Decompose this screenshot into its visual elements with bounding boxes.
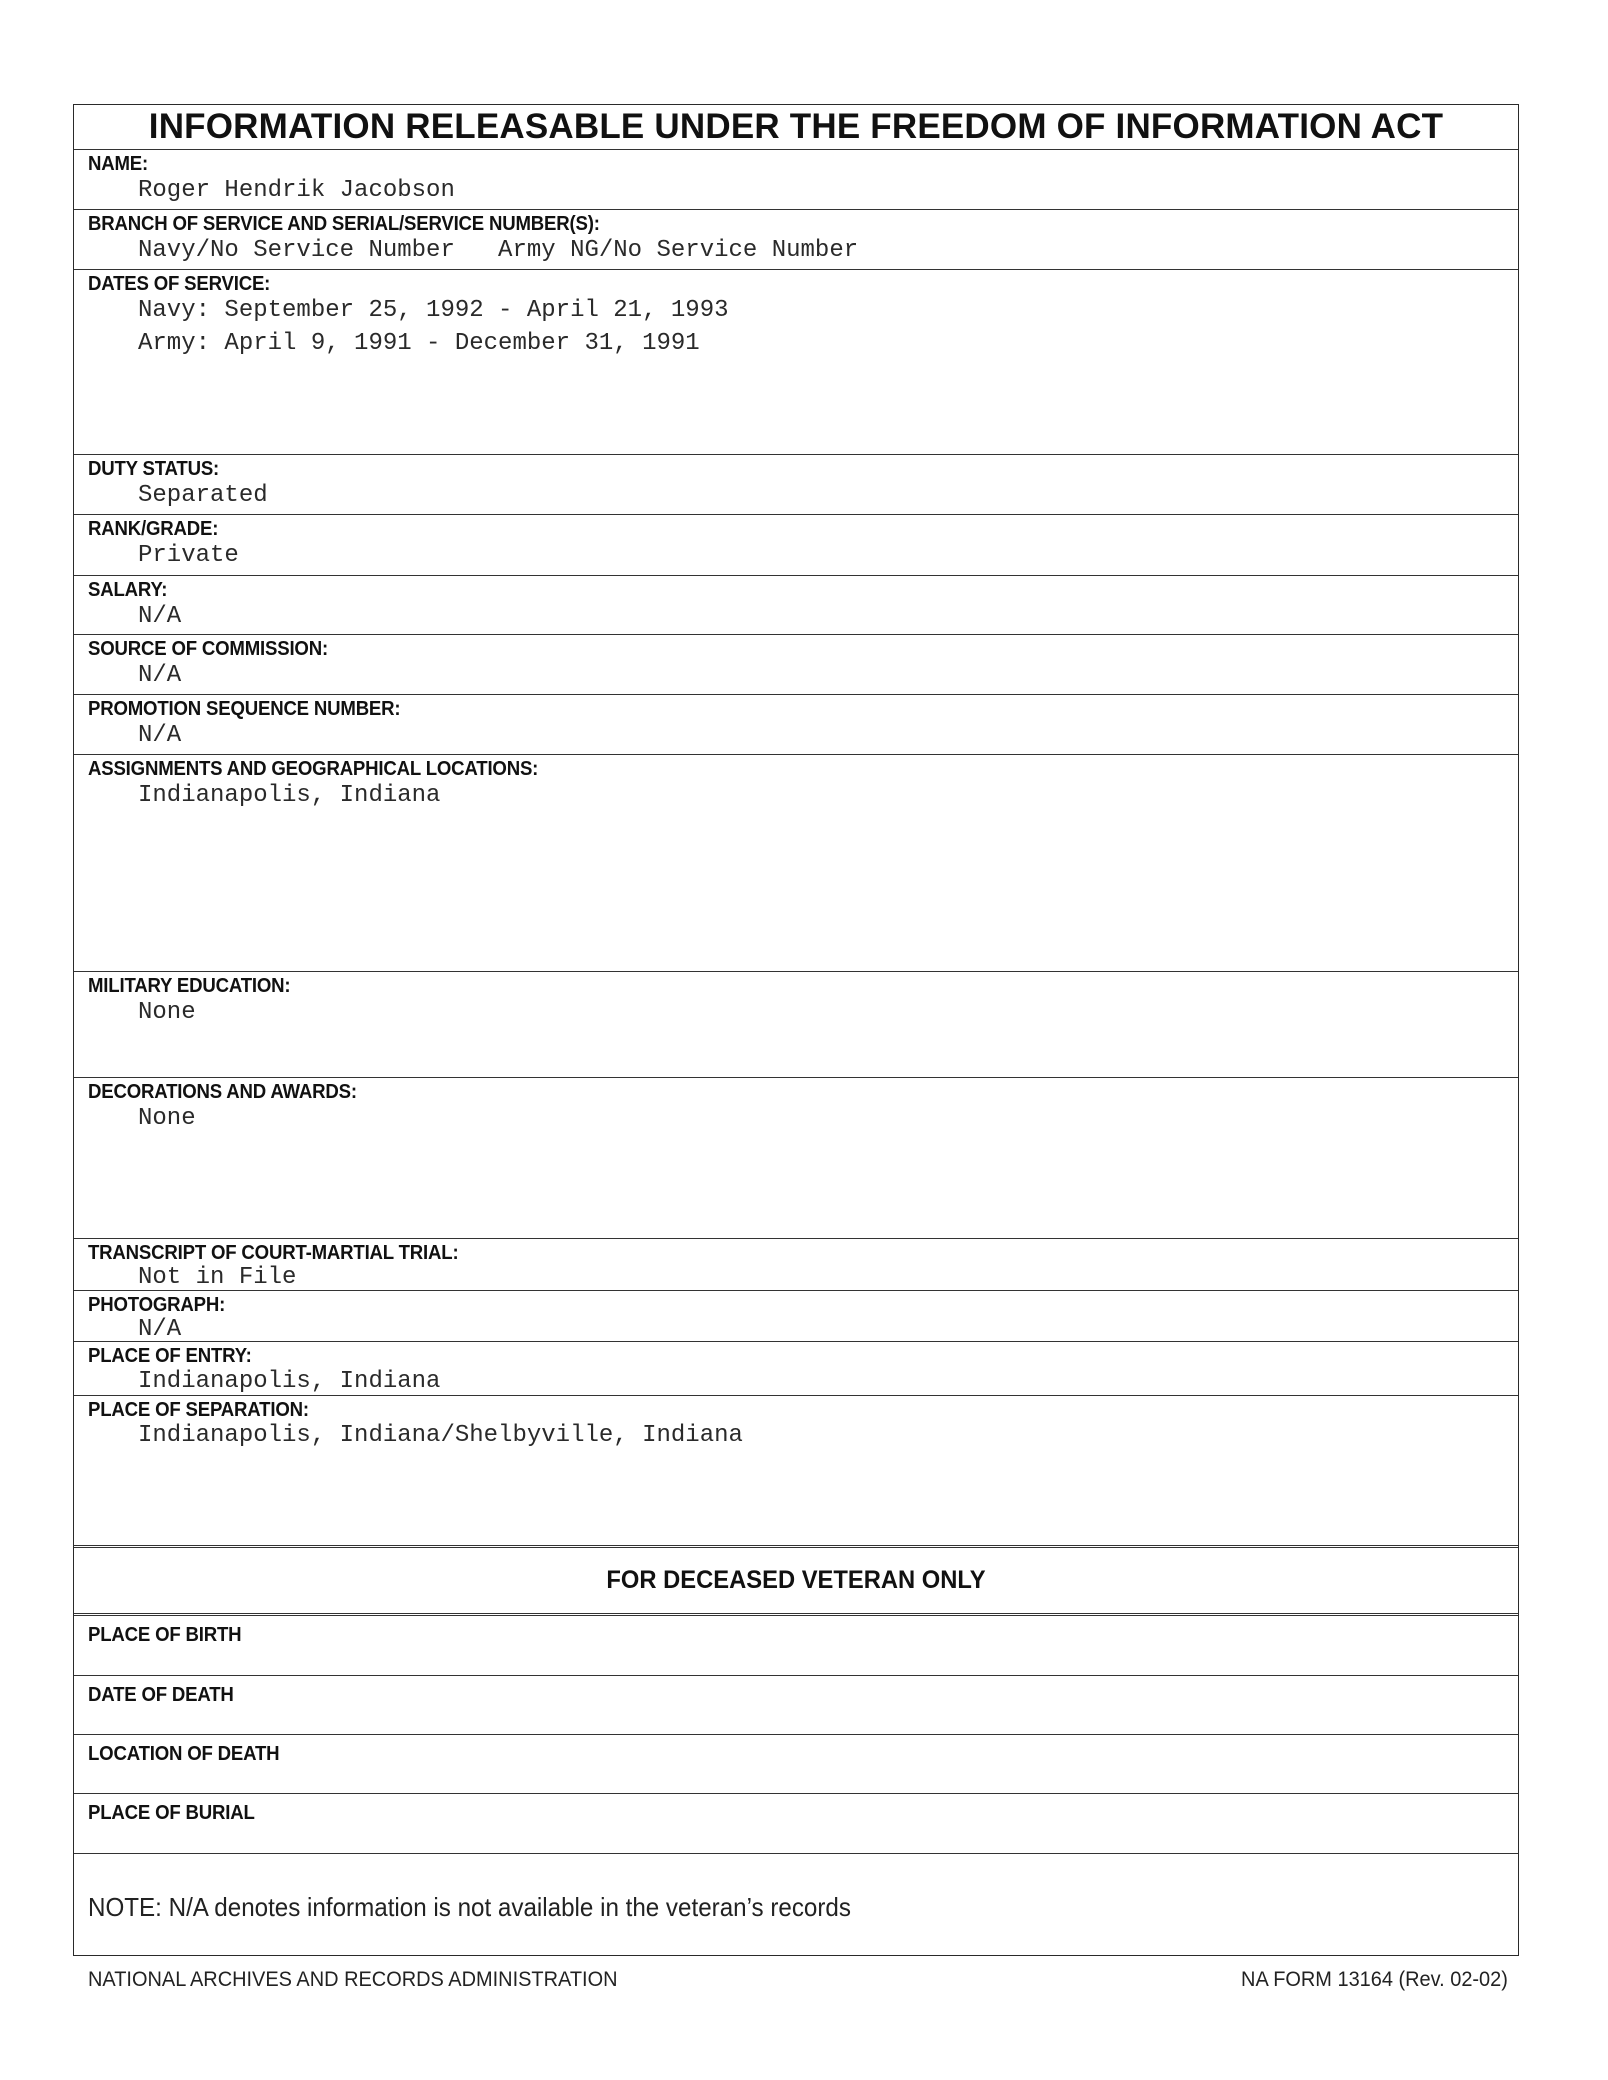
branch-row bbox=[74, 209, 1518, 269]
death-date-label: DATE OF DEATH bbox=[88, 1684, 234, 1706]
duty-status-label: DUTY STATUS: bbox=[88, 458, 220, 480]
assignments-label: ASSIGNMENTS AND GEOGRAPHICAL LOCATIONS: bbox=[88, 758, 539, 780]
promotion-value: N/A bbox=[138, 722, 182, 749]
death-location-label: LOCATION OF DEATH bbox=[88, 1743, 280, 1765]
rank-value: Private bbox=[138, 542, 239, 569]
burial-label: PLACE OF BURIAL bbox=[88, 1802, 255, 1824]
rank-row bbox=[74, 514, 1518, 575]
assignments-value: Indianapolis, Indiana bbox=[138, 782, 441, 809]
death-date-row bbox=[74, 1675, 1518, 1734]
education-label: MILITARY EDUCATION: bbox=[88, 975, 291, 997]
dates-row bbox=[74, 269, 1518, 454]
death-location-row bbox=[74, 1734, 1518, 1793]
entry-label: PLACE OF ENTRY: bbox=[88, 1345, 252, 1367]
burial-row bbox=[74, 1793, 1518, 1853]
dates-navy: Navy: September 25, 1992 - April 21, 1993 bbox=[138, 297, 729, 324]
name-row bbox=[74, 149, 1518, 209]
photograph-value: N/A bbox=[138, 1316, 182, 1343]
rank-label: RANK/GRADE: bbox=[88, 518, 219, 540]
note-row bbox=[74, 1853, 1518, 1957]
separation-row bbox=[74, 1395, 1518, 1545]
name-value: Roger Hendrik Jacobson bbox=[138, 177, 455, 204]
court-martial-row bbox=[74, 1238, 1518, 1290]
decorations-row bbox=[74, 1077, 1518, 1238]
dates-label: DATES OF SERVICE: bbox=[88, 273, 271, 295]
birth-label: PLACE OF BIRTH bbox=[88, 1624, 242, 1646]
name-label: NAME: bbox=[88, 153, 149, 175]
form-title: INFORMATION RELEASABLE UNDER THE FREEDOM OF INFORMATION ACT bbox=[148, 107, 1444, 146]
promotion-row bbox=[74, 694, 1518, 754]
assignments-row bbox=[74, 754, 1518, 971]
photograph-label: PHOTOGRAPH: bbox=[88, 1294, 226, 1316]
promotion-label: PROMOTION SEQUENCE NUMBER: bbox=[88, 698, 401, 720]
commission-value: N/A bbox=[138, 662, 182, 689]
deceased-heading-row bbox=[74, 1545, 1518, 1613]
foia-form bbox=[73, 104, 1519, 1956]
birth-row bbox=[74, 1613, 1518, 1675]
dates-army: Army: April 9, 1991 - December 31, 1991 bbox=[138, 330, 700, 357]
deceased-heading: FOR DECEASED VETERAN ONLY bbox=[606, 1566, 986, 1594]
note-text: NOTE: N/A denotes information is not available in the veteran’s records bbox=[88, 1892, 851, 1922]
salary-row bbox=[74, 575, 1518, 634]
commission-row bbox=[74, 634, 1518, 694]
footer-agency: NATIONAL ARCHIVES AND RECORDS ADMINISTRATION bbox=[88, 1968, 618, 1991]
entry-value: Indianapolis, Indiana bbox=[138, 1368, 441, 1395]
duty-status-value: Separated bbox=[138, 482, 268, 509]
photograph-row bbox=[74, 1290, 1518, 1341]
branch-label: BRANCH OF SERVICE AND SERIAL/SERVICE NUMBER(S): bbox=[88, 213, 600, 235]
education-row bbox=[74, 971, 1518, 1077]
court-martial-value: Not in File bbox=[138, 1264, 297, 1291]
decorations-value: None bbox=[138, 1105, 196, 1132]
education-value: None bbox=[138, 999, 196, 1026]
decorations-label: DECORATIONS AND AWARDS: bbox=[88, 1081, 357, 1103]
duty-status-row bbox=[74, 454, 1518, 514]
separation-value: Indianapolis, Indiana/Shelbyville, Indiana bbox=[138, 1422, 743, 1449]
title-row bbox=[74, 105, 1518, 149]
salary-label: SALARY: bbox=[88, 579, 168, 601]
footer-form-number: NA FORM 13164 (Rev. 02-02) bbox=[1241, 1968, 1508, 1991]
entry-row bbox=[74, 1341, 1518, 1395]
branch-value: Navy/No Service Number Army NG/No Service Number bbox=[138, 237, 859, 264]
salary-value: N/A bbox=[138, 603, 182, 630]
separation-label: PLACE OF SEPARATION: bbox=[88, 1399, 309, 1421]
court-martial-label: TRANSCRIPT OF COURT-MARTIAL TRIAL: bbox=[88, 1242, 459, 1264]
commission-label: SOURCE OF COMMISSION: bbox=[88, 638, 328, 660]
